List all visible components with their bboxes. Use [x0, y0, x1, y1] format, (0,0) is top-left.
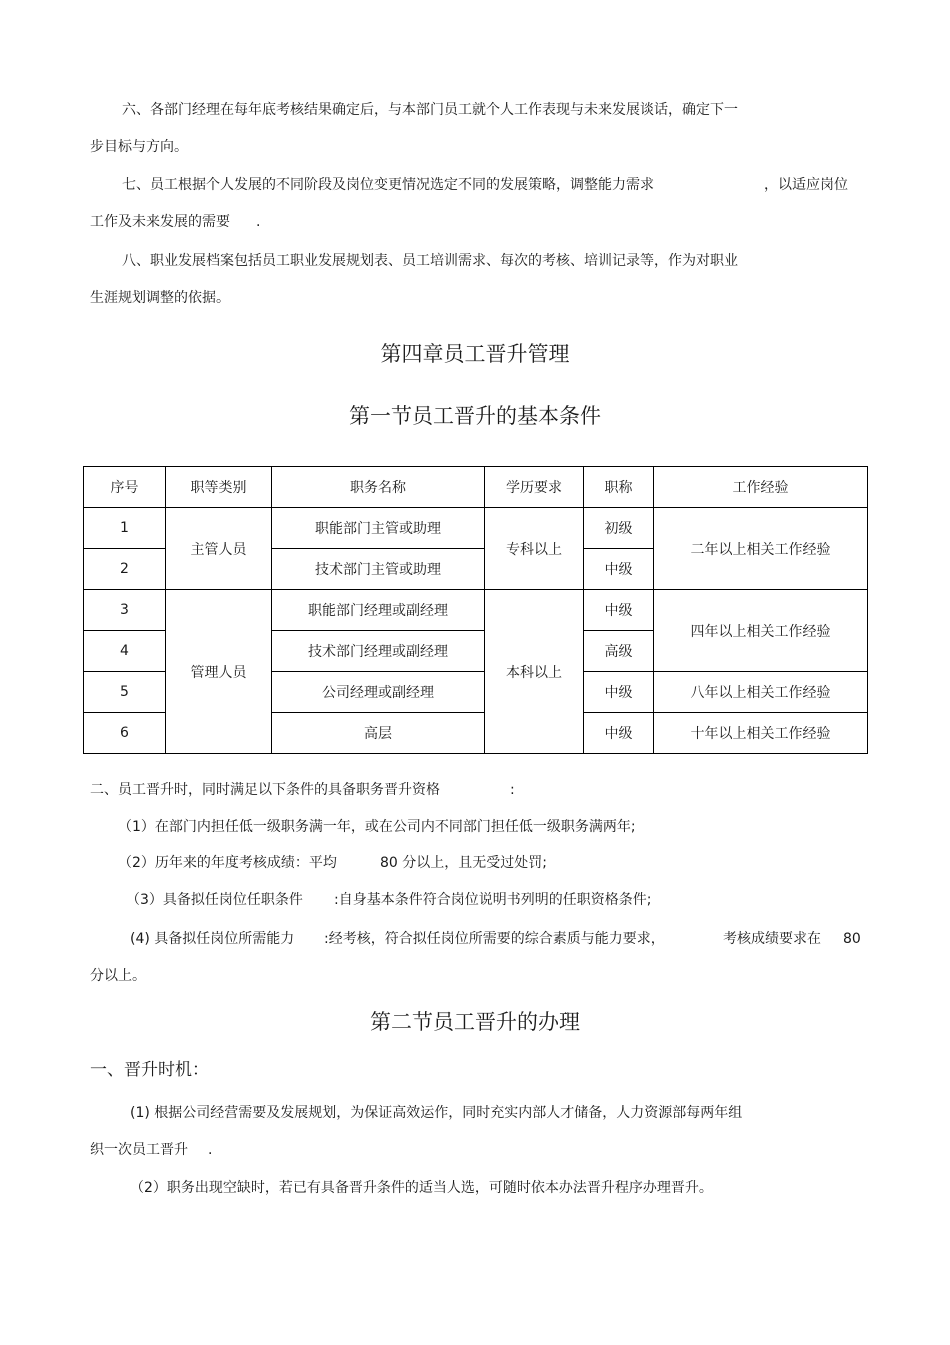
para-8-line-2: 生涯规划调整的依据。	[90, 290, 230, 306]
timing-1-line-2: 织一次员工晋升	[90, 1142, 188, 1158]
cell-category: 主管人员	[166, 508, 272, 590]
condition-2-a: （2）历年来的年度考核成绩：平均	[118, 855, 337, 871]
cell-no: 1	[84, 508, 166, 549]
cell-title: 中级	[584, 590, 654, 631]
timing-1-line-1: (1) 根据公司经营需要及发展规划，为保证高效运作，同时充实内部人才储备，人力资源部每两年组	[130, 1105, 743, 1121]
cell-position: 技术部门主管或助理	[272, 549, 485, 590]
header-education: 学历要求	[485, 467, 584, 508]
chapter-title: 第四章员工晋升管理	[380, 342, 570, 366]
timing-heading: 一、晋升时机：	[90, 1060, 209, 1080]
para-7-line-1-tail: ，以适应岗位	[764, 177, 848, 193]
cell-experience: 八年以上相关工作经验	[654, 672, 868, 713]
timing-1-line-2-tail: .	[208, 1142, 213, 1158]
para-8-line-1: 八、职业发展档案包括员工职业发展规划表、员工培训需求、每次的考核、培训记录等，作为对职业	[122, 253, 738, 269]
header-position: 职务名称	[272, 467, 485, 508]
header-title: 职称	[584, 467, 654, 508]
condition-1: （1）在部门内担任低一级职务满一年，或在公司内不同部门担任低一级职务满两年;	[118, 819, 636, 835]
promotion-conditions-table	[83, 466, 868, 754]
condition-2-b: 80 分以上，且无受过处罚;	[380, 855, 547, 871]
condition-3-a: （3）具备拟任岗位任职条件	[126, 892, 303, 908]
para-7-line-1: 七、员工根据个人发展的不同阶段及岗位变更情况选定不同的发展策略，调整能力需求	[122, 177, 654, 193]
para-7-line-2: 工作及未来发展的需要	[90, 214, 230, 230]
condition-4-b: :经考核，符合拟任岗位所需要的综合素质与能力要求，	[324, 931, 665, 947]
conditions-lead-colon: :	[510, 782, 515, 798]
cell-category: 管理人员	[166, 590, 272, 754]
cell-title: 中级	[584, 713, 654, 754]
cell-position: 职能部门主管或助理	[272, 508, 485, 549]
cell-position: 高层	[272, 713, 485, 754]
cell-no: 5	[84, 672, 166, 713]
cell-position: 职能部门经理或副经理	[272, 590, 485, 631]
timing-2: （2）职务出现空缺时，若已有具备晋升条件的适当人选，可随时依本办法晋升程序办理晋升。	[130, 1180, 713, 1196]
header-no: 序号	[84, 467, 166, 508]
cell-experience: 二年以上相关工作经验	[654, 508, 868, 590]
cell-no: 2	[84, 549, 166, 590]
cell-title: 中级	[584, 549, 654, 590]
table-row	[84, 590, 868, 631]
cell-no: 4	[84, 631, 166, 672]
condition-4-e: 分以上。	[90, 968, 146, 984]
para-6-line-1: 六、各部门经理在每年底考核结果确定后，与本部门员工就个人工作表现与未来发展谈话，确定下一	[122, 102, 738, 118]
condition-3-b: :自身基本条件符合岗位说明书列明的任职资格条件;	[334, 892, 652, 908]
cell-no: 3	[84, 590, 166, 631]
cell-no: 6	[84, 713, 166, 754]
conditions-lead: 二、员工晋升时，同时满足以下条件的具备职务晋升资格	[90, 782, 440, 798]
condition-4-d: 80	[843, 931, 861, 947]
condition-4-c: 考核成绩要求在	[723, 931, 821, 947]
cell-education: 本科以上	[485, 590, 584, 754]
cell-title: 高级	[584, 631, 654, 672]
para-6-line-2: 步目标与方向。	[90, 139, 188, 155]
header-category: 职等类别	[166, 467, 272, 508]
cell-position: 技术部门经理或副经理	[272, 631, 485, 672]
table-row	[84, 508, 868, 549]
cell-position: 公司经理或副经理	[272, 672, 485, 713]
para-7-line-2-tail: .	[256, 214, 261, 230]
header-experience: 工作经验	[654, 467, 868, 508]
cell-experience: 十年以上相关工作经验	[654, 713, 868, 754]
condition-4-a: (4) 具备拟任岗位所需能力	[130, 931, 295, 947]
cell-education: 专科以上	[485, 508, 584, 590]
cell-experience: 四年以上相关工作经验	[654, 590, 868, 672]
cell-title: 初级	[584, 508, 654, 549]
cell-title: 中级	[584, 672, 654, 713]
section-1-title: 第一节员工晋升的基本条件	[349, 404, 601, 428]
table-header-row	[84, 467, 868, 508]
section-2-title: 第二节员工晋升的办理	[370, 1010, 580, 1034]
